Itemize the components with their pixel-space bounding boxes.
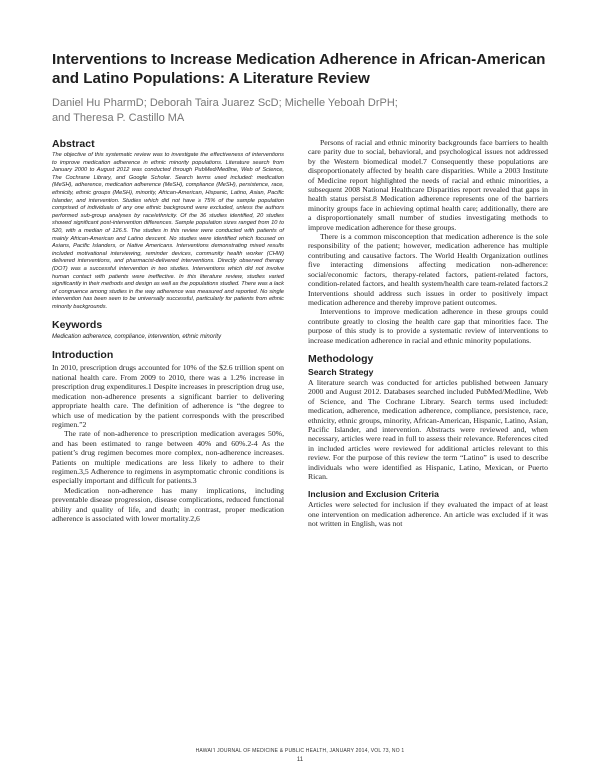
body-paragraph-1: Persons of racial and ethnic minority backgrounds face barriers to health care parity due to social, behavioral, and psychological issues not addressed by the Western biomedical model.7 Consequently these populations are disproportionately affected by health care disparities. While a 2003 Institute of Medicine report highlighted the needs of racial and ethnic minorities, a subsequent 2008 National Healthcare Disparities report revealed that gaps in health status persist.8 Medication adherence represents one of the barriers minority groups face in achieving optimal health care; additionally, there are a disproportionately small number of studies investigating methods to improve medication adherence for these groups. bbox=[308, 138, 548, 232]
search-strategy-text: A literature search was conducted for articles published between January 2000 and August 2012. Databases searched included PubMed/Medline, Web of Science, and The Cochrane Library. Search terms used included: medication, adherence, medication adherence, compliance, persistence, race, ethnicity, ethnic groups, minority, African-American, Hispanic, Latino, Asian, Pacific Islander, and intervention. Abstracts were reviewed and, when necessary, articles were read in full to assess their relevance. References cited in included articles were reviewed for additional articles relevant to this review. For the purpose of this review the term “Latino” is used to describe individuals who were identified as Hispanic, Latino, Mexican, or Puerto Rican. bbox=[308, 377, 548, 481]
left-column bbox=[52, 138, 284, 523]
keywords-text: Medication adherence, compliance, intervention, ethnic minority bbox=[52, 334, 222, 341]
introduction-heading: Introduction bbox=[52, 349, 114, 362]
author-list bbox=[52, 96, 562, 126]
journal-footer: HAWAI‘I JOURNAL OF MEDICINE & PUBLIC HEALTH, JANUARY 2014, VOL 73, NO 1 bbox=[195, 748, 405, 754]
authors-line-1: Daniel Hu PharmD; Deborah Taira Juarez ScD; Michelle Yeboah DrPH; bbox=[52, 97, 398, 109]
abstract-text: The objective of this systematic review was to investigate the effectiveness of interventions to improve medication adherence in ethnic minority populations. Literature search from January 2000 to August 2012 was conducted through PubMed/Medline, Web of Science, The Cochrane Library, and Google Scholar. Search terms used included: medication (MeSH), adherence, medication adherence (MeSH), compliance (MeSH), persistence, race, ethnicity, ethnic groups (MeSH), minority, African-American, Hispanic, Latino, Asian, Pacific Islander, and intervention. Studies which did not have ≥ 75% of the sample population comprised of individuals of any one ethnic background were excluded, unless the authors performed sub-group analyses by race/ethnicity. Of the 36 studies identified, 20 studies showed significant post-intervention differences. Sample population sizes ranged from 10 to 520, with a median of 126.5. The studies in this review were conducted with patients of mainly African-American and Latino descent. No studies were identified which focused on Asians, Pacific Islanders, or Native Americans. Interventions demonstrating mixed results included motivational interviewing, reminder devices, community health worker (CHW) delivered interventions, and pharmacist-delivered interventions. Directly observed therapy (DOT) was a successful intervention in two studies. Interventions which did not involve human contact with patients were ineffective. In this literature review, studies varied significantly in their methods and design as well as the populations studied. There was a lack of congruence among studies in the way adherence was measured and reported. No single intervention has been seen to be universally successful, particularly for patients from ethnic minority backgrounds. bbox=[52, 152, 284, 310]
right-column bbox=[308, 138, 548, 529]
body-paragraph-3: Interventions to improve medication adherence in these groups could contribute greatly to closing the health care gap that minorities face. The purpose of this study is to provide a systematic review of interventions to increase medication adherence in racial and ethnic minority populations. bbox=[308, 307, 548, 345]
intro-paragraph-1: In 2010, prescription drugs accounted for 10% of the $2.6 trillion spent on national health care. From 2009 to 2010, there was a 1.2% increase in prescription drug expenditures.1 Despite increases in prescription drug use, medication non-adherence presents a significant barrier to delivering appropriate health care. The definition of adherence is “the degree to which use of medication by the patient corresponds with the prescribed regimen.”2 bbox=[52, 363, 284, 429]
authors-line-2: and Theresa P. Castillo MA bbox=[52, 112, 185, 124]
keywords-heading: Keywords bbox=[52, 319, 103, 332]
intro-paragraph-2: The rate of non-adherence to prescription medication averages 50%, and has been estimated to range between 40% and 60%.2-4 As the patient’s drug regimen becomes more complex, non-adherence increases. Patients on multiple medications are less likely to adhere to their regimen.3,5 Adherence to regimens in asymptomatic chronic conditions is especially important and difficult for patients.3 bbox=[52, 429, 284, 486]
body-paragraph-2: There is a common misconception that medication adherence is the sole responsibility of the patient; however, medication adherence has multiple contributing and causative factors. The World Health Organization outlines five interacting dimensions affecting medication non-adherence: social/economic factors, therapy-related factors, patient-related factors, condition-related factors, and health system/health care team-related factors.2 Interventions should address such issues in order to positively impact medication adherence and thereby improve patient outcomes. bbox=[308, 232, 548, 307]
intro-paragraph-3: Medication non-adherence has many implications, including preventable disease progression, disease complications, reduced functional ability and quality of life, and death; in contrast, proper medication adherence is associated with lower mortality.2,6 bbox=[52, 485, 284, 523]
abstract-heading: Abstract bbox=[52, 138, 95, 150]
methodology-heading: Methodology bbox=[308, 352, 374, 365]
page-number: 11 bbox=[296, 757, 304, 763]
search-strategy-heading: Search Strategy bbox=[308, 366, 374, 377]
article-title: Interventions to Increase Medication Adherence in African-American and Latino Populations: A Literature Review bbox=[52, 51, 546, 87]
criteria-heading: Inclusion and Exclusion Criteria bbox=[308, 489, 439, 500]
criteria-text: Articles were selected for inclusion if they evaluated the impact of at least one intervention on medication adherence. An article was excluded if it was not written in English, was not bbox=[308, 500, 548, 529]
